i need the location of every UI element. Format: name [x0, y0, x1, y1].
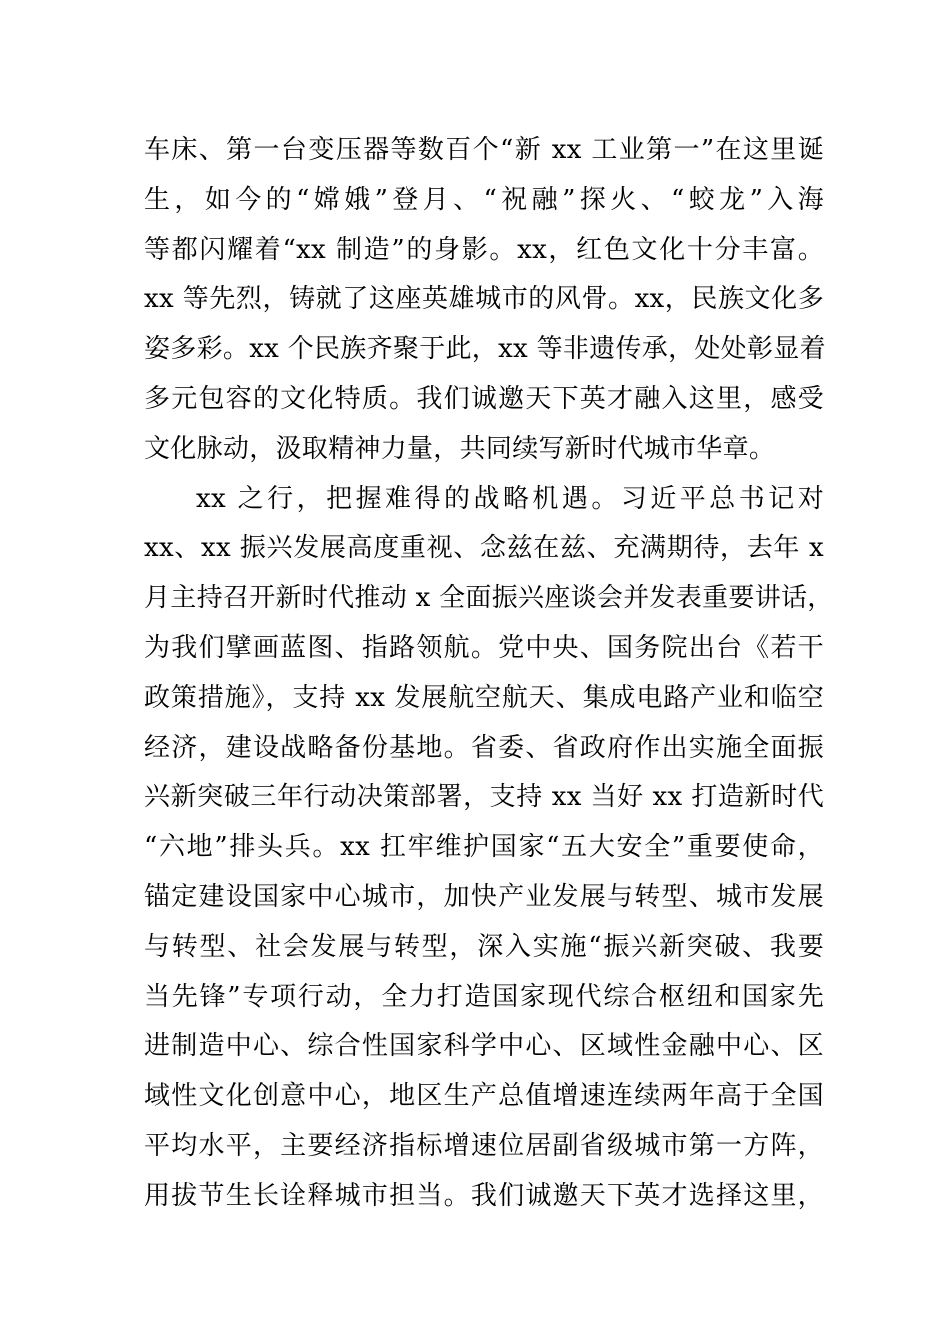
- text-line: 政策措施》，支持 xx 发展航空航天、集成电路产业和临空: [144, 682, 824, 713]
- text-line: 姿多彩。xx 个民族齐聚于此，xx 等非遗传承，处处彰显着: [144, 334, 826, 365]
- text-line: 兴新突破三年行动决策部署，支持 xx 当好 xx 打造新时代: [144, 782, 824, 813]
- text-line: 生，如今的“嫦娥”登月、“祝融”探火、“蛟龙”入海: [144, 184, 824, 215]
- text-line: 平均水平，主要经济指标增速位居副省级城市第一方阵，: [144, 1130, 824, 1161]
- text-line: 经济，建设战略备份基地。省委、省政府作出实施全面振: [144, 732, 824, 763]
- text-line: “六地”排头兵。xx 扛牢维护国家“五大安全”重要使命，: [144, 832, 824, 863]
- text-line: 等都闪耀着“xx 制造”的身影。xx，红色文化十分丰富。: [144, 234, 824, 265]
- text-line: 为我们擘画蓝图、指路领航。党中央、国务院出台《若干: [144, 632, 824, 663]
- text-line: 锚定建设国家中心城市，加快产业发展与转型、城市发展: [144, 881, 824, 912]
- text-line: 多元包容的文化特质。我们诚邀天下英才融入这里，感受: [144, 383, 824, 414]
- text-line: 月主持召开新时代推动 x 全面振兴座谈会并发表重要讲话，: [144, 583, 834, 614]
- text-line: xx 之行，把握难得的战略机遇。习近平总书记对: [196, 483, 824, 514]
- text-line: 与转型、社会发展与转型，深入实施“振兴新突破、我要: [144, 931, 824, 962]
- text-line: 车床、第一台变压器等数百个“新 xx 工业第一”在这里诞: [144, 135, 824, 165]
- text-line: xx、xx 振兴发展高度重视、念兹在兹、充满期待，去年 x: [144, 533, 824, 564]
- text-line: xx 等先烈，铸就了这座英雄城市的风骨。xx，民族文化多: [144, 284, 824, 315]
- text-line: 域性文化创意中心，地区生产总值增速连续两年高于全国: [144, 1081, 824, 1112]
- text-line: 用拔节生长诠释城市担当。我们诚邀天下英才选择这里，: [144, 1180, 824, 1211]
- text-line: 文化脉动，汲取精神力量，共同续写新时代城市华章。: [144, 433, 776, 464]
- body-text: [144, 126, 834, 1222]
- text-line: 当先锋”专项行动，全力打造国家现代综合枢纽和国家先: [144, 981, 824, 1012]
- text-line: 进制造中心、综合性国家科学中心、区域性金融中心、区: [144, 1031, 824, 1062]
